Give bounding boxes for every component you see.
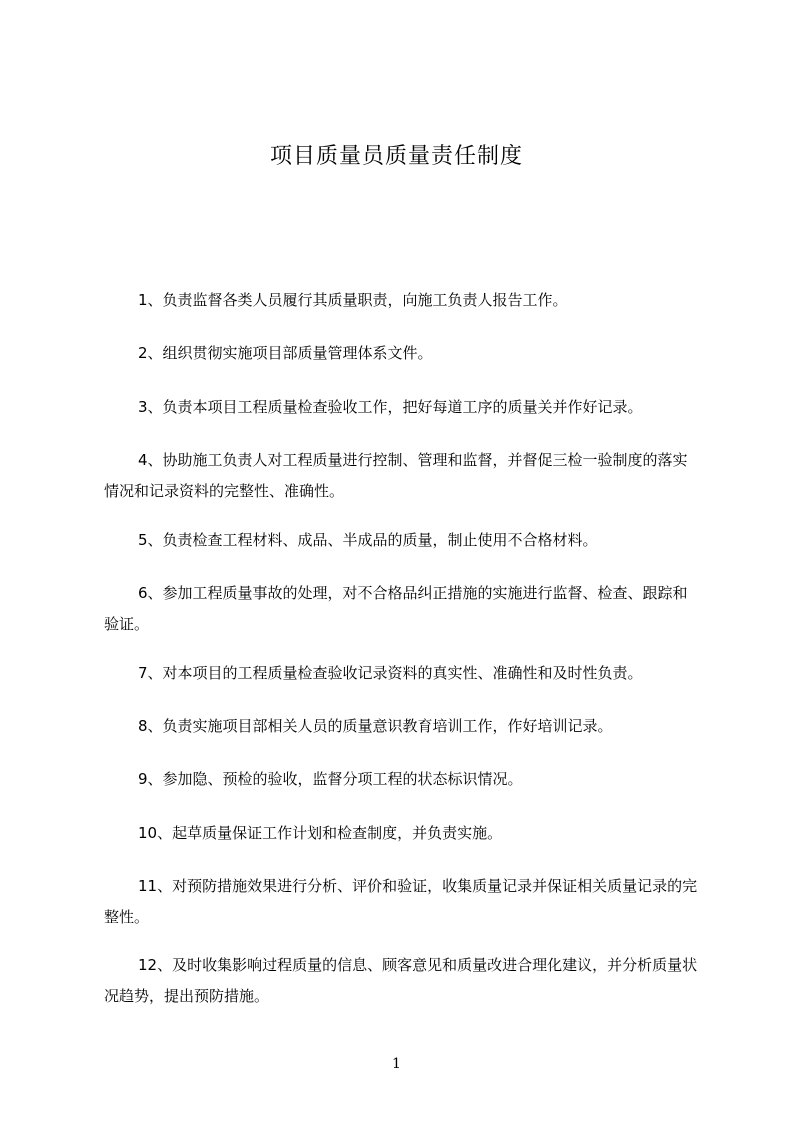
list-item: 1、负责监督各类人员履行其质量职责，向施工负责人报告工作。 (138, 291, 568, 309)
list-item: 3、负责本项目工程质量检查验收工作，把好每道工序的质量关并作好记录。 (138, 398, 643, 416)
page-number: 1 (392, 1056, 401, 1072)
list-item: 5、负责检查工程材料、成品、半成品的质量，制止使用不合格材料。 (138, 531, 598, 549)
list-item: 10、起草质量保证工作计划和检查制度，并负责实施。 (138, 824, 503, 842)
document-title: 项目质量员质量责任制度 (269, 144, 523, 169)
list-item: 4、协助施工负责人对工程质量进行控制、管理和监督，并督促三检一验制度的落实情况和记录资料的完整性、准确性。 (104, 451, 688, 500)
list-item: 11、对预防措施效果进行分析、评价和验证，收集质量记录并保证相关质量记录的完整性。 (104, 877, 698, 926)
list-item: 8、负责实施项目部相关人员的质量意识教育培训工作，作好培训记录。 (138, 717, 613, 735)
list-item: 9、参加隐、预检的验收，监督分项工程的状态标识情况。 (138, 770, 523, 788)
list-item: 12、及时收集影响过程质量的信息、顾客意见和质量改进合理化建议，并分析质量状况趋势，提出预防措施。 (104, 956, 698, 1005)
list-item: 6、参加工程质量事故的处理，对不合格品纠正措施的实施进行监督、检查、跟踪和验证。 (104, 584, 688, 633)
list-item: 7、对本项目的工程质量检查验收记录资料的真实性、准确性和及时性负责。 (138, 664, 643, 682)
list-item: 2、组织贯彻实施项目部质量管理体系文件。 (138, 344, 433, 362)
